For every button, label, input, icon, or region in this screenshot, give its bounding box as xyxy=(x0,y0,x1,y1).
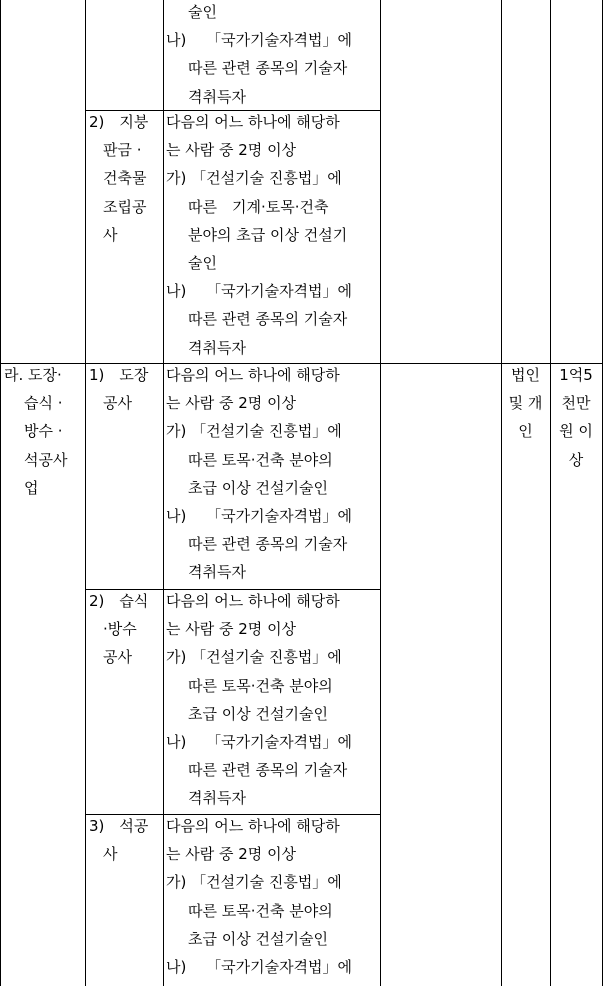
sub-label-line: 1) 도장 xyxy=(89,366,149,384)
qual-line: 격취득자 xyxy=(188,338,246,357)
entity-line: 및 개 xyxy=(508,394,543,413)
qual-line: 따른 토목·건축 분야의 xyxy=(188,676,333,695)
sub-label-line: 판금 · xyxy=(103,141,142,160)
entity-type-cell xyxy=(501,361,550,446)
entity-line: 인 xyxy=(518,422,533,441)
qual-line: 따른 관련 종목의 기술자 xyxy=(188,761,348,780)
capital-line: 천만 xyxy=(561,394,591,413)
capital-cell xyxy=(550,361,602,474)
qual-line: 나) 「국가기술자격법」에 xyxy=(166,957,353,976)
sub-category-label xyxy=(89,812,159,868)
col-rule-3 xyxy=(380,0,381,986)
capital-line: 1억5 xyxy=(559,366,593,384)
qual-line: 가) 「건설기술 진흥법」에 xyxy=(166,169,342,188)
qual-line: 따른 관련 종목의 기술자 xyxy=(188,310,348,329)
category-label-line: 습식 · xyxy=(24,394,63,413)
qual-line: 술인 xyxy=(188,3,217,21)
qual-line: 초급 이상 건설기술인 xyxy=(188,478,328,497)
qualification-cell xyxy=(166,0,352,111)
qual-line: 는 사람 중 2명 이상 xyxy=(166,620,297,639)
qual-line: 따른 관련 종목의 기술자 xyxy=(188,59,348,78)
capital-line: 상 xyxy=(568,450,584,469)
category-label-line: 방수 · xyxy=(24,422,63,441)
sub-label-line: 공사 xyxy=(103,394,132,413)
sub-label-line: 공사 xyxy=(103,648,132,667)
sub-label-line: 조립공 xyxy=(103,197,147,216)
sub-label-line: 2) 습식 xyxy=(89,592,149,610)
col-rule-4 xyxy=(501,0,502,986)
qualification-cell xyxy=(166,361,352,587)
qual-line: 나) 「국가기술자격법」에 xyxy=(166,31,353,50)
qual-line: 초급 이상 건설기술인 xyxy=(188,929,328,948)
qual-line: 격취득자 xyxy=(188,563,246,582)
category-label-line: 업 xyxy=(24,478,39,497)
qual-line: 는 사람 중 2명 이상 xyxy=(166,845,297,864)
qual-line: 격취득자 xyxy=(188,789,246,808)
col-rule-left xyxy=(0,0,1,986)
qualification-cell xyxy=(166,587,352,813)
sub-category-label xyxy=(89,587,159,672)
qual-line: 따른 토목·건축 분야의 xyxy=(188,450,333,469)
col-rule-5 xyxy=(550,0,551,986)
sub-label-line: 사 xyxy=(103,845,118,864)
qual-line: 다음의 어느 하나에 해당하 xyxy=(166,592,340,610)
qual-line: 격취득자 xyxy=(188,87,246,106)
qualification-cell xyxy=(166,812,352,981)
qual-line: 다음의 어느 하나에 해당하 xyxy=(166,366,340,384)
qual-line: 초급 이상 건설기술인 xyxy=(188,704,328,723)
qual-line: 분야의 초급 이상 건설기 xyxy=(188,225,348,244)
qual-line: 다음의 어느 하나에 해당하 xyxy=(166,113,340,131)
qual-line: 나) 「국가기술자격법」에 xyxy=(166,732,353,751)
qual-line: 따른 기계·토목·건축 xyxy=(188,197,329,216)
qualification-cell xyxy=(166,108,352,362)
qual-line: 는 사람 중 2명 이상 xyxy=(166,394,297,413)
sub-label-line: ·방수 xyxy=(103,620,137,639)
sub-label-line: 3) 석공 xyxy=(89,817,149,835)
sub-label-line: 건축물 xyxy=(103,169,147,188)
col-rule-2 xyxy=(163,0,164,986)
capital-line: 원 이 xyxy=(559,422,593,441)
category-label-line: 라. 도장· xyxy=(4,366,62,384)
qual-line: 나) 「국가기술자격법」에 xyxy=(166,506,353,525)
sub-category-label xyxy=(89,108,159,249)
col-rule-1 xyxy=(85,0,86,986)
qual-line: 가) 「건설기술 진흥법」에 xyxy=(166,422,342,441)
sub-label-line: 사 xyxy=(103,225,118,244)
sub-label-line: 2) 지붕 xyxy=(89,113,149,131)
qual-line: 따른 토목·건축 분야의 xyxy=(188,901,333,920)
qual-line: 가) 「건설기술 진흥법」에 xyxy=(166,648,342,667)
sub-category-label xyxy=(89,361,159,417)
qual-line: 따른 관련 종목의 기술자 xyxy=(188,535,348,554)
category-label-line: 석공사 xyxy=(24,450,68,469)
qual-line: 가) 「건설기술 진흥법」에 xyxy=(166,873,342,892)
qual-line: 나) 「국가기술자격법」에 xyxy=(166,282,353,301)
entity-line: 법인 xyxy=(511,366,540,384)
qual-line: 다음의 어느 하나에 해당하 xyxy=(166,817,340,835)
qual-line: 술인 xyxy=(188,253,217,272)
qual-line: 는 사람 중 2명 이상 xyxy=(166,141,297,160)
category-label xyxy=(4,361,67,502)
